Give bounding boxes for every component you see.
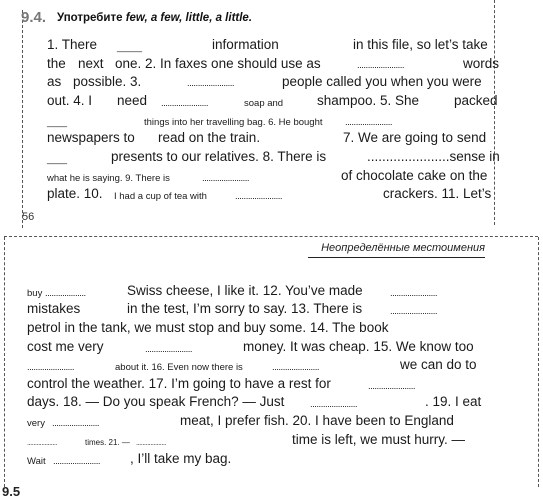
line-text: next	[78, 56, 104, 71]
next-exercise-number: 9.5	[2, 484, 21, 499]
line-text: things into her travelling bag. 6. He bought	[144, 117, 323, 128]
line-text: control the weather. 17. I’m going to have a rest for	[27, 376, 331, 391]
line-text: cost me very	[27, 339, 104, 354]
line-text: Wait	[27, 456, 46, 467]
line-text: crackers. 11. Let’s	[383, 186, 492, 201]
line-text: of chocolate cake on the	[341, 168, 488, 183]
blank: ......................	[27, 362, 75, 373]
line-text: 1. There	[47, 37, 98, 52]
line-text: time is left, we must hurry. —	[292, 432, 466, 447]
line-text: people called you when you were	[282, 74, 482, 89]
line-text: very	[27, 418, 45, 429]
blank: ......................	[202, 173, 250, 184]
blank: ......................	[357, 60, 405, 71]
line-text: what he is saying. 9. There is	[47, 173, 170, 184]
task-words: few, a few, little, a little.	[125, 12, 253, 24]
lower-left-dashed-edge	[4, 237, 5, 487]
blank: ____	[47, 117, 68, 127]
running-header: Неопределённые местоимения	[321, 242, 485, 254]
line-text: days. 18. — Do you speak French? — Just	[27, 394, 285, 409]
line-text: about it. 16. Even now there is	[115, 362, 243, 373]
line-text: in the test, I’m sorry to say. 13. There is	[127, 301, 363, 316]
blank: ......................	[345, 117, 393, 128]
line-text: read on the train.	[158, 130, 261, 145]
line-text: money. It was cheap. 15. We know too	[243, 339, 474, 354]
line-text: buy	[27, 288, 43, 299]
upper-right-dashed-edge	[494, 0, 495, 225]
header-rule	[308, 257, 485, 258]
blank: ...................	[45, 288, 86, 299]
upper-left-dashed-edge	[22, 10, 23, 228]
line-text: , I’ll take my bag.	[130, 451, 232, 466]
blank: ...................	[27, 438, 58, 447]
blank: ____	[47, 154, 68, 164]
blank: ......................	[310, 399, 358, 410]
line-text: petrol in the tank, we must stop and buy some. 14. The book	[27, 320, 389, 335]
line-text: times. 21. —	[85, 438, 130, 447]
blank: ...................	[136, 438, 167, 447]
line-text: meat, I prefer fish. 20. I have been to England	[180, 413, 454, 428]
line-text: possible. 3.	[73, 74, 142, 89]
exercise-number: 9.4.	[21, 9, 47, 26]
blank: ......................	[187, 78, 235, 89]
task-prefix: Употребите	[57, 12, 126, 24]
line-text: Swiss cheese, I like it. 12. You’ve made	[127, 283, 363, 298]
blank: ......................	[368, 381, 416, 392]
line-text: packed	[454, 93, 498, 108]
line-text: 7. We are going to send	[343, 130, 487, 145]
line-text: we can do to	[400, 357, 477, 372]
blank: ......................	[235, 191, 283, 202]
blank: _____	[117, 42, 143, 52]
blank: ......................	[161, 98, 209, 109]
line-text: mistakes	[27, 301, 81, 316]
line-text: plate. 10.	[47, 186, 103, 201]
blank: ......................	[145, 344, 193, 355]
line-text: as	[47, 74, 62, 89]
line-text: ......................sense in	[367, 149, 500, 164]
line-text: soap and	[244, 98, 284, 109]
blank: ......................	[52, 418, 100, 429]
lower-right-dashed-edge	[538, 237, 539, 487]
line-text: I had a cup of tea with	[114, 191, 207, 202]
blank: ......................	[390, 306, 438, 317]
line-text: in this file, so let’s take	[353, 37, 488, 52]
page-number: 56	[22, 211, 35, 223]
line-text: information	[212, 37, 279, 52]
exercise-task	[57, 12, 252, 24]
blank: ......................	[272, 362, 320, 373]
line-text: out. 4. I	[47, 93, 93, 108]
line-text: . 19. I eat	[425, 394, 482, 409]
line-text: one. 2. In faxes one should use as	[115, 56, 321, 71]
line-text: newspapers to	[47, 130, 135, 145]
line-text: presents to our relatives. 8. There is	[111, 149, 327, 164]
blank: ......................	[390, 288, 438, 299]
blank: ......................	[53, 456, 101, 467]
line-text: need	[117, 93, 148, 108]
line-text: the	[47, 56, 66, 71]
page-separator-dashed-line	[4, 236, 538, 237]
line-text: shampoo. 5. She	[317, 93, 420, 108]
line-text: words	[463, 56, 500, 71]
